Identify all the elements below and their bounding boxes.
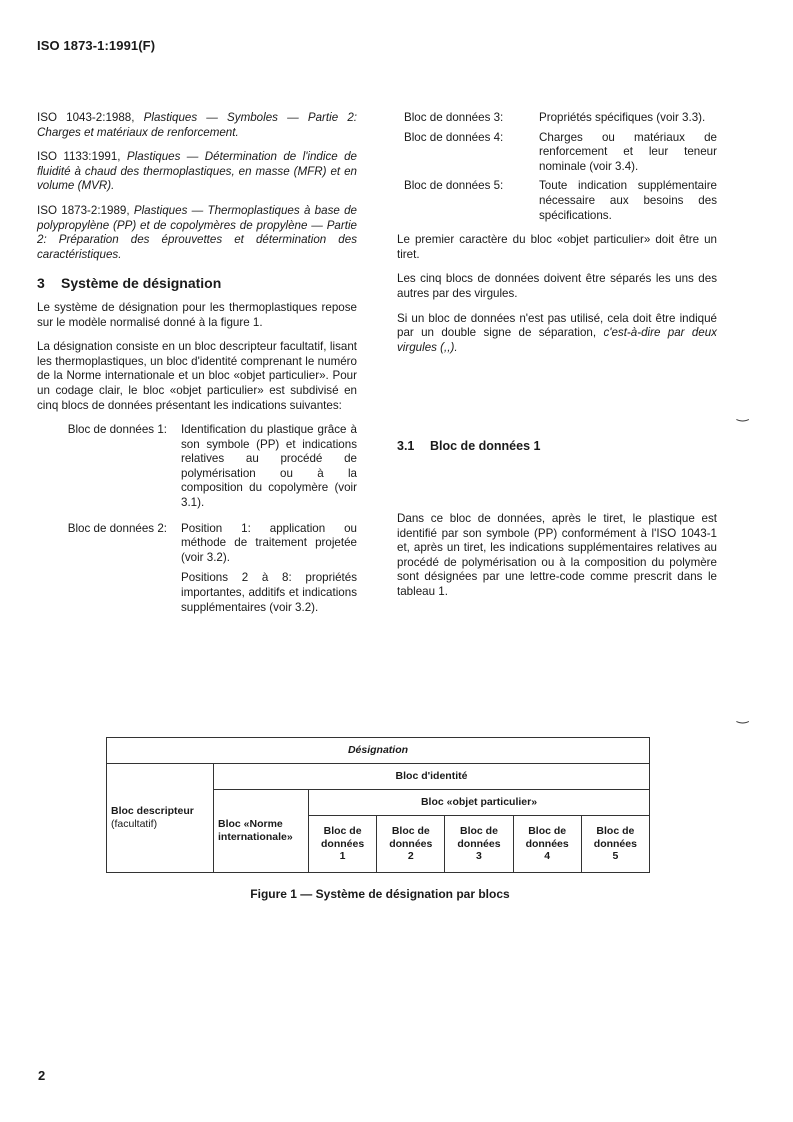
- reference-iso-1133: ISO 1133:1991, Plastiques — Détermination de l'indice de fluidité à chaud des thermoplastiques, en masse (MFR) et en volume (MVR).: [37, 150, 357, 193]
- left-column: [37, 111, 357, 626]
- margin-mark: ‿: [737, 707, 749, 723]
- right-column: [397, 111, 717, 609]
- data-block-4-cell: Bloc de données 4: [513, 816, 581, 873]
- page-number: 2: [38, 1068, 46, 1083]
- definition-bloc-5: Bloc de données 5: Toute indication supplémentaire nécessaire aux besoins des spécifications.: [404, 179, 717, 222]
- margin-mark: ‿: [737, 405, 749, 421]
- section-3-1-para: Dans ce bloc de données, après le tiret, le plastique est identifié par son symbole (PP) conformément à l'ISO 1043-1 et, après un tiret, les indications supplémentaires relatives au procédé de polymérisation ou à la composition du polymère sont désignées par une lettre-code comme prescrit dans le tableau 1.: [397, 511, 717, 598]
- section-3-heading: 3 Système de désignation: [37, 275, 222, 292]
- figure-1-designation-table: [106, 737, 650, 873]
- reference-iso-1873-2: ISO 1873-2:1989, Plastiques — Thermoplastiques à base de polypropylène (PP) et de copolymères de propylène — Partie 2: Préparation des éprouvettes et détermination des caractéristiques.: [37, 203, 357, 261]
- section-3-para-2: La désignation consiste en un bloc descripteur facultatif, lisant les thermoplastiques, un bloc d'identité comprenant le numéro de la Norme internationale et un bloc «objet particulier». Pour un codage clair, le bloc «objet particulier» est subdivisé en cinq blocs de données présentant les indications suivantes:: [37, 340, 357, 412]
- objet-particulier-cell: Bloc «objet particulier»: [309, 790, 650, 816]
- data-block-1-cell: Bloc de données 1: [309, 816, 377, 873]
- reference-iso-1043-2: ISO 1043-2:1988, Plastiques — Symboles — Partie 2: Charges et matériaux de renforcement.: [37, 111, 357, 139]
- section-3-1-heading: 3.1 Bloc de données 1: [397, 439, 541, 454]
- figure-1-caption: Figure 1 — Système de désignation par blocs: [250, 887, 510, 901]
- definition-bloc-4: Bloc de données 4: Charges ou matériaux de renforcement et leur teneur nominale (voir 3.4).: [404, 130, 717, 173]
- section-3-para-1: Le système de désignation pour les thermoplastiques repose sur le modèle normalisé donné à la figure 1.: [37, 300, 357, 329]
- definition-bloc-1: Bloc de données 1: Identification du plastique grâce à son symbole (PP) et indications relatives au procédé de polymérisation ou à la composition du copolymère (voir 3.1).: [67, 423, 357, 510]
- data-block-3-cell: Bloc de données 3: [445, 816, 513, 873]
- document-header: ISO 1873-1:1991(F): [37, 38, 156, 53]
- norme-block-cell: Bloc «Norme internationale»: [214, 790, 309, 873]
- para-separators: Les cinq blocs de données doivent être séparés les uns des autres par des virgules.: [397, 272, 717, 300]
- para-unused-block: Si un bloc de données n'est pas utilisé, cela doit être indiqué par un double signe de séparation, c'est-à-dire par deux virgules (,,).: [397, 311, 717, 354]
- data-block-2-cell: Bloc de données 2: [377, 816, 445, 873]
- definition-bloc-3: Bloc de données 3: Propriétés spécifiques (voir 3.3).: [404, 111, 706, 124]
- definition-bloc-2: Bloc de données 2: Position 1: application ou méthode de traitement projetée (voir 3.2). Positions 2 à 8: propriétés importantes, additifs et indications supplémentaires (voir 3.2).: [67, 521, 357, 614]
- descriptor-block-cell: Bloc descripteur (facultatif): [107, 764, 214, 873]
- data-block-5-cell: Bloc de données 5: [581, 816, 649, 873]
- designation-cell: Désignation: [107, 738, 650, 764]
- para-first-character: Le premier caractère du bloc «objet particulier» doit être un tiret.: [397, 233, 717, 261]
- identity-block-cell: Bloc d'identité: [214, 764, 650, 790]
